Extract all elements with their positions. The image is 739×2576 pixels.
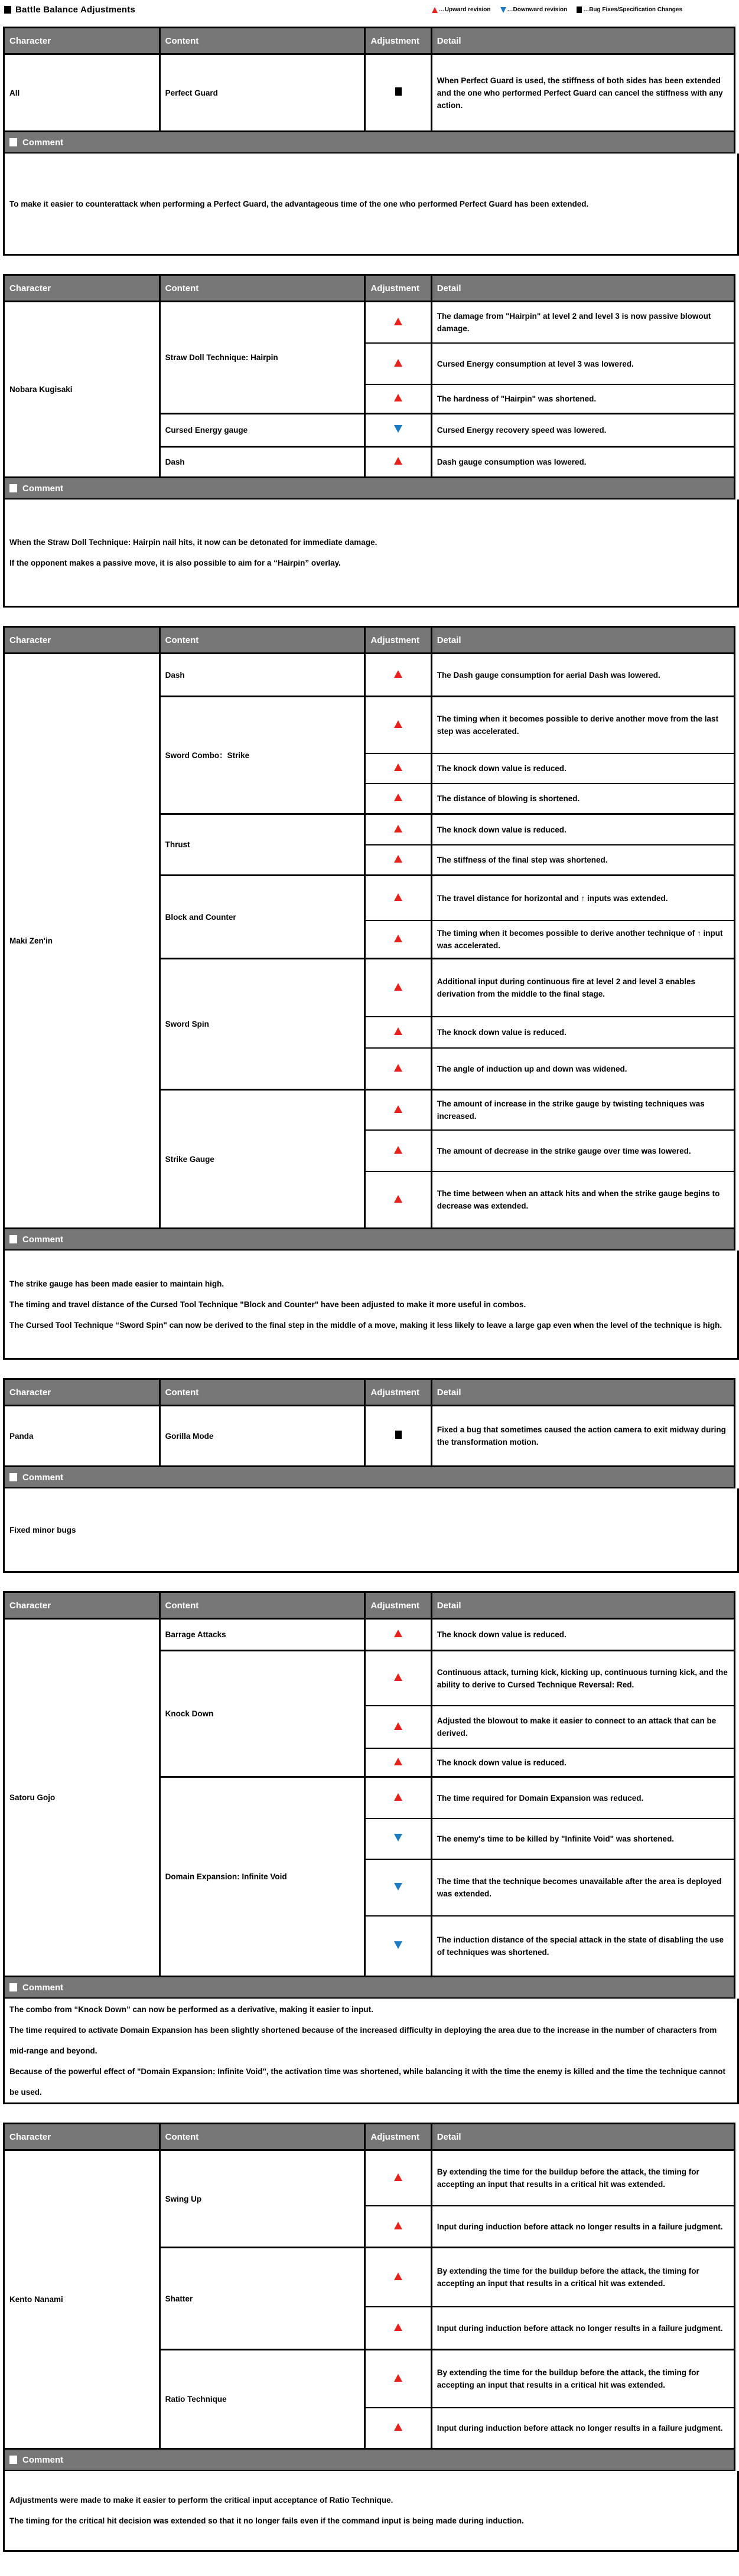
legend-label: …Downward revision <box>507 6 568 13</box>
adjustment-cell <box>365 783 431 814</box>
adjustment-cell <box>365 845 431 876</box>
detail-cell: The knock down value is reduced. <box>431 1017 734 1048</box>
adjustment-cell <box>365 414 431 447</box>
character-cell: Satoru Gojo <box>4 1619 160 1977</box>
detail-cell: Input during induction before attack no longer results in a failure judgment. <box>431 2307 734 2350</box>
detail-cell: The time that the technique becomes unavailable after the area is deployed was extended. <box>431 1859 734 1916</box>
column-header-adjustment: Adjustment <box>365 2124 431 2150</box>
up-triangle-icon <box>394 1758 402 1765</box>
comment-bar <box>3 132 735 154</box>
detail-cell: Fixed a bug that sometimes caused the action camera to exit midway during the transformation motion. <box>431 1406 734 1467</box>
up-triangle-icon <box>394 2173 402 2181</box>
content-cell: Dash <box>159 447 365 478</box>
up-triangle-icon <box>394 855 402 863</box>
column-header-adjustment: Adjustment <box>365 275 431 302</box>
detail-cell: When Perfect Guard is used, the stiffness of both sides has been extended and the one who performed Perfect Guard can cancel the stiffness with any action. <box>431 54 734 132</box>
comment-bar <box>3 1467 735 1488</box>
column-header-detail: Detail <box>431 275 734 302</box>
comment-square-icon <box>9 1235 17 1243</box>
detail-cell: Adjusted the blowout to make it easier to connect to an attack that can be derived. <box>431 1706 734 1748</box>
column-header-detail: Detail <box>431 28 734 54</box>
character-cell: All <box>4 54 160 132</box>
detail-cell: The travel distance for horizontal and ↑ inputs was extended. <box>431 876 734 921</box>
detail-cell: The timing when it becomes possible to derive another technique of ↑ input was accelerated. <box>431 920 734 959</box>
content-cell: Gorilla Mode <box>159 1406 365 1467</box>
square-icon <box>395 87 402 96</box>
up-triangle-icon <box>394 1195 402 1203</box>
detail-cell: Continuous attack, turning kick, kicking up, continuous turning kick, and the ability to derive to Cursed Technique Reversal: Red. <box>431 1651 734 1706</box>
adjustment-cell <box>365 1171 431 1229</box>
adjustment-cell <box>365 920 431 959</box>
detail-cell: The damage from "Hairpin" at level 2 and level 3 is now passive blowout damage. <box>431 302 734 344</box>
comment-box <box>3 1999 739 2104</box>
down-triangle-icon <box>394 1883 402 1891</box>
character-cell: Kento Nanami <box>4 2150 160 2449</box>
comment-line: The Cursed Tool Technique “Sword Spin" can now be derived to the final step in the middle of a move, making it less likely to leave a large gap even when the level of the technique is high. <box>9 1320 722 1330</box>
detail-cell: By extending the time for the buildup before the attack, the timing for accepting an input that results in a critical hit was extended. <box>431 2248 734 2307</box>
adjustment-cell <box>365 2150 431 2206</box>
comment-square-icon <box>9 484 17 492</box>
comment-line: Because of the powerful effect of "Domain Expansion: Infinite Void", the activation time was shortened, while balancing it with the time the enemy is killed and the time the technique cannot be used. <box>9 2066 725 2097</box>
balance-table-kento-nanami <box>3 2123 735 2450</box>
balance-table-all <box>3 27 735 132</box>
comment-square-icon <box>9 1983 17 1991</box>
content-cell: Sword Spin <box>159 959 365 1090</box>
title-left <box>4 5 135 15</box>
adjustment-cell <box>365 1048 431 1090</box>
up-triangle-icon <box>394 1027 402 1035</box>
up-triangle-icon <box>394 2423 402 2431</box>
title-square-icon <box>4 6 11 14</box>
comment-line: The strike gauge has been made easier to maintain high. <box>9 1279 224 1288</box>
comment-label: Comment <box>22 483 64 494</box>
comment-box <box>3 1251 739 1360</box>
adjustment-cell <box>365 343 431 384</box>
detail-cell: The enemy's time to be killed by "Infinite Void" was shortened. <box>431 1818 734 1859</box>
comment-box <box>3 154 739 256</box>
detail-cell: The knock down value is reduced. <box>431 1619 734 1651</box>
comment-line: To make it easier to counterattack when performing a Perfect Guard, the advantageous time of the one who performed Perfect Guard has been extended. <box>9 199 589 208</box>
section-maki-zen-in <box>3 626 735 1360</box>
up-triangle-icon <box>394 2273 402 2280</box>
content-cell: Ratio Technique <box>159 2350 365 2449</box>
content-cell: Sword Combo：Strike <box>159 697 365 814</box>
comment-line: If the opponent makes a passive move, it is also possible to aim for a “Hairpin” overlay. <box>9 559 341 567</box>
adjustment-cell <box>365 1017 431 1048</box>
column-header-content: Content <box>159 1592 365 1619</box>
adjustment-cell <box>365 2350 431 2408</box>
adjustment-cell <box>365 814 431 845</box>
column-header-detail: Detail <box>431 2124 734 2150</box>
detail-cell: The angle of induction up and down was widened. <box>431 1048 734 1090</box>
legend-label: …Bug Fixes/Specification Changes <box>583 6 682 13</box>
content-cell: Cursed Energy gauge <box>159 414 365 447</box>
detail-cell: The time between when an attack hits and when the strike gauge begins to decrease was extended. <box>431 1171 734 1229</box>
adjustment-legend <box>432 6 682 13</box>
comment-line: The timing and travel distance of the Cursed Tool Technique "Block and Counter" have been adjusted to make it more useful in combos. <box>9 1300 526 1309</box>
comment-box <box>3 2471 739 2552</box>
square-icon <box>577 6 582 13</box>
adjustment-cell <box>365 1090 431 1131</box>
column-header-character: Character <box>4 275 160 302</box>
down-triangle-icon <box>394 425 402 433</box>
detail-cell: The distance of blowing is shortened. <box>431 783 734 814</box>
down-triangle-icon <box>500 7 506 13</box>
adjustment-cell <box>365 1619 431 1651</box>
comment-line: The timing for the critical hit decision was extended so that it no longer fails even if the command input is being made during induction. <box>9 2516 524 2525</box>
balance-table-panda <box>3 1378 735 1467</box>
adjustment-cell <box>365 1859 431 1916</box>
comment-label: Comment <box>22 1234 64 1245</box>
detail-cell: Dash gauge consumption was lowered. <box>431 447 734 478</box>
comment-label: Comment <box>22 1982 64 1993</box>
up-triangle-icon <box>394 1146 402 1154</box>
up-triangle-icon <box>394 983 402 991</box>
adjustment-cell <box>365 1706 431 1748</box>
up-triangle-icon <box>394 2323 402 2331</box>
balance-table-maki-zen-in <box>3 626 735 1229</box>
up-triangle-icon <box>394 893 402 901</box>
up-triangle-icon <box>394 2374 402 2382</box>
character-cell: Panda <box>4 1406 160 1467</box>
column-header-detail: Detail <box>431 1379 734 1406</box>
section-kento-nanami <box>3 2123 735 2552</box>
adjustment-cell <box>365 1130 431 1171</box>
adjustment-cell <box>365 654 431 697</box>
column-header-content: Content <box>159 627 365 654</box>
comment-box <box>3 499 739 608</box>
page-title: Battle Balance Adjustments <box>15 5 136 15</box>
up-triangle-icon <box>394 794 402 801</box>
balance-table-nobara-kugisaki <box>3 274 735 478</box>
adjustment-cell <box>365 1916 431 1977</box>
legend-item-down <box>500 6 568 13</box>
up-triangle-icon <box>394 1673 402 1681</box>
content-cell: Knock Down <box>159 1651 365 1777</box>
detail-cell: Input during induction before attack no longer results in a failure judgment. <box>431 2408 734 2449</box>
detail-cell: Additional input during continuous fire at level 2 and level 3 enables derivation from the middle to the final stage. <box>431 959 734 1017</box>
adjustment-cell <box>365 54 431 132</box>
column-header-adjustment: Adjustment <box>365 1592 431 1619</box>
up-triangle-icon <box>394 935 402 942</box>
column-header-adjustment: Adjustment <box>365 1379 431 1406</box>
adjustment-cell <box>365 1406 431 1467</box>
up-triangle-icon <box>394 359 402 367</box>
up-triangle-icon <box>394 2222 402 2229</box>
column-header-character: Character <box>4 1379 160 1406</box>
up-triangle-icon <box>432 7 438 13</box>
detail-cell: The hardness of "Hairpin" was shortened. <box>431 384 734 414</box>
section-panda <box>3 1378 735 1573</box>
comment-line: When the Straw Doll Technique: Hairpin nail hits, it now can be detonated for immediate damage. <box>9 538 377 547</box>
detail-cell: The timing when it becomes possible to derive another move from the last step was accelerated. <box>431 697 734 754</box>
column-header-character: Character <box>4 28 160 54</box>
content-cell: Strike Gauge <box>159 1090 365 1229</box>
column-header-content: Content <box>159 28 365 54</box>
adjustment-cell <box>365 1777 431 1819</box>
content-cell: Thrust <box>159 814 365 876</box>
detail-cell: The Dash gauge consumption for aerial Dash was lowered. <box>431 654 734 697</box>
square-icon <box>395 1431 402 1439</box>
adjustment-cell <box>365 959 431 1017</box>
comment-square-icon <box>9 138 17 146</box>
detail-cell: The stiffness of the final step was shortened. <box>431 845 734 876</box>
up-triangle-icon <box>394 763 402 771</box>
title-row <box>4 5 734 15</box>
detail-cell: The knock down value is reduced. <box>431 753 734 783</box>
comment-square-icon <box>9 2456 17 2464</box>
adjustment-cell <box>365 2248 431 2307</box>
detail-cell: The knock down value is reduced. <box>431 814 734 845</box>
content-cell: Shatter <box>159 2248 365 2350</box>
up-triangle-icon <box>394 1793 402 1801</box>
column-header-character: Character <box>4 627 160 654</box>
column-header-detail: Detail <box>431 1592 734 1619</box>
comment-label: Comment <box>22 1472 64 1483</box>
adjustment-cell <box>365 2206 431 2248</box>
up-triangle-icon <box>394 1105 402 1113</box>
column-header-adjustment: Adjustment <box>365 627 431 654</box>
column-header-content: Content <box>159 2124 365 2150</box>
character-cell: Maki Zen'in <box>4 654 160 1229</box>
up-triangle-icon <box>394 457 402 465</box>
comment-bar <box>3 478 735 499</box>
detail-cell: The amount of increase in the strike gauge by twisting techniques was increased. <box>431 1090 734 1131</box>
adjustment-cell <box>365 384 431 414</box>
up-triangle-icon <box>394 1722 402 1730</box>
comment-line: Fixed minor bugs <box>9 1525 76 1535</box>
up-triangle-icon <box>394 670 402 678</box>
comment-bar <box>3 1229 735 1251</box>
column-header-adjustment: Adjustment <box>365 28 431 54</box>
comment-box <box>3 1488 739 1573</box>
character-cell: Nobara Kugisaki <box>4 302 160 478</box>
sections-container <box>3 27 735 2552</box>
column-header-character: Character <box>4 1592 160 1619</box>
content-cell: Perfect Guard <box>159 54 365 132</box>
up-triangle-icon <box>394 394 402 401</box>
section-satoru-gojo <box>3 1591 735 2104</box>
adjustment-cell <box>365 697 431 754</box>
column-header-character: Character <box>4 2124 160 2150</box>
up-triangle-icon <box>394 825 402 832</box>
adjustment-cell <box>365 753 431 783</box>
down-triangle-icon <box>394 1941 402 1949</box>
up-triangle-icon <box>394 720 402 728</box>
content-cell: Block and Counter <box>159 876 365 959</box>
adjustment-cell <box>365 1651 431 1706</box>
detail-cell: Cursed Energy recovery speed was lowered. <box>431 414 734 447</box>
comment-label: Comment <box>22 137 64 148</box>
content-cell: Swing Up <box>159 2150 365 2248</box>
detail-cell: The induction distance of the special attack in the state of disabling the use of techniques was shortened. <box>431 1916 734 1977</box>
comment-line: The combo from “Knock Down” can now be performed as a derivative, making it easier to input. <box>9 2004 373 2014</box>
adjustment-cell <box>365 447 431 478</box>
legend-item-square <box>577 6 682 13</box>
up-triangle-icon <box>394 318 402 325</box>
comment-bar <box>3 2450 735 2471</box>
comment-label: Comment <box>22 2454 64 2465</box>
detail-cell: Cursed Energy consumption at level 3 was lowered. <box>431 343 734 384</box>
down-triangle-icon <box>394 1834 402 1842</box>
adjustment-cell <box>365 2307 431 2350</box>
detail-cell: The amount of decrease in the strike gauge over time was lowered. <box>431 1130 734 1171</box>
detail-cell: The time required for Domain Expansion was reduced. <box>431 1777 734 1819</box>
adjustment-cell <box>365 1748 431 1777</box>
detail-cell: By extending the time for the buildup before the attack, the timing for accepting an input that results in a critical hit was extended. <box>431 2350 734 2408</box>
adjustment-cell <box>365 876 431 921</box>
content-cell: Dash <box>159 654 365 697</box>
content-cell: Barrage Attacks <box>159 1619 365 1651</box>
legend-label: …Upward revision <box>438 6 491 13</box>
detail-cell: The knock down value is reduced. <box>431 1748 734 1777</box>
adjustment-cell <box>365 1818 431 1859</box>
comment-line: The time required to activate Domain Expansion has been slightly shortened because of the increased difficulty in deploying the area due to the increase in the number of characters from mid-range and beyond. <box>9 2025 717 2055</box>
detail-cell: By extending the time for the buildup before the attack, the timing for accepting an input that results in a critical hit was extended. <box>431 2150 734 2206</box>
balance-table-satoru-gojo <box>3 1591 735 1977</box>
adjustment-cell <box>365 302 431 344</box>
up-triangle-icon <box>394 1064 402 1072</box>
content-cell: Straw Doll Technique: Hairpin <box>159 302 365 414</box>
section-all <box>3 27 735 256</box>
legend-item-up <box>432 6 491 13</box>
column-header-content: Content <box>159 1379 365 1406</box>
up-triangle-icon <box>394 1630 402 1637</box>
content-cell: Domain Expansion: Infinite Void <box>159 1777 365 1977</box>
section-nobara-kugisaki <box>3 274 735 608</box>
comment-line: Adjustments were made to make it easier to perform the critical input acceptance of Ratio Technique. <box>9 2496 393 2505</box>
comment-bar <box>3 1977 735 1999</box>
detail-cell: Input during induction before attack no longer results in a failure judgment. <box>431 2206 734 2248</box>
column-header-content: Content <box>159 275 365 302</box>
column-header-detail: Detail <box>431 627 734 654</box>
comment-square-icon <box>9 1473 17 1481</box>
adjustment-cell <box>365 2408 431 2449</box>
